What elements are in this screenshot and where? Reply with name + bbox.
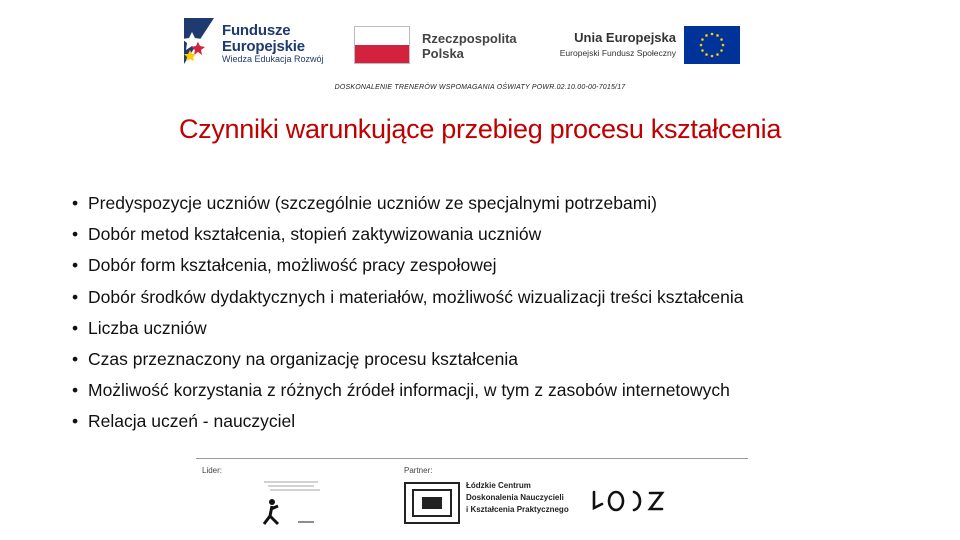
eu-star-icon <box>711 33 714 36</box>
partner-name: Łódzkie Centrum Doskonalenia Nauczycieli i Kształcenia Praktycznego <box>466 481 569 514</box>
list-item: • Predyspozycje uczniów (szczególnie uczniów ze specjalnymi potrzebami) <box>72 188 744 219</box>
eu-star-icon <box>701 38 704 41</box>
slide-title: Czynniki warunkujące przebieg procesu kształcenia <box>178 114 782 144</box>
factors-list <box>72 188 744 438</box>
eu-star-icon <box>711 55 714 58</box>
eu-star-icon <box>720 49 723 52</box>
list-item: • Dobór form kształcenia, możliwość pracy zespołowej <box>72 250 744 281</box>
list-item: • Liczba uczniów <box>72 313 744 344</box>
rzeczpospolita-polska-logo <box>354 26 524 64</box>
list-item: • Relacja uczeń - nauczyciel <box>72 406 744 437</box>
lider-label: Lider: <box>202 466 223 475</box>
polska-text: Polska <box>422 46 464 61</box>
lodz-logo-icon <box>590 488 670 514</box>
list-item: • Możliwość korzystania z różnych źródeł informacji, w tym z zasobów internetowych <box>72 375 744 406</box>
eu-star-icon <box>705 34 708 37</box>
unia-europejska-logo <box>550 26 740 66</box>
list-item: • Dobór metod kształcenia, stopień zaktywizowania uczniów <box>72 219 744 250</box>
lider-logo-icon <box>258 476 328 528</box>
list-item: • Dobór środków dydaktycznych i materiałów, możliwość wizualizacji treści kształcenia <box>72 282 744 313</box>
eu-star-icon <box>700 44 703 47</box>
ldnikp-logo-icon <box>404 482 460 524</box>
eu-star-icon <box>722 44 725 47</box>
polish-flag-icon <box>354 26 410 64</box>
europejskie-text: Europejskie <box>222 38 305 55</box>
eu-star-icon <box>716 53 719 56</box>
eu-star-icon <box>716 34 719 37</box>
partner-label: Partner: <box>404 466 433 475</box>
eu-star-icon <box>705 53 708 56</box>
logo-bar <box>180 16 740 66</box>
efs-text: Europejski Fundusz Społeczny <box>559 48 676 58</box>
fundusze-europejskie-mark-icon <box>182 16 216 66</box>
eu-star-icon <box>720 38 723 41</box>
footer-divider <box>196 458 748 459</box>
program-name-text: Wiedza Edukacja Rozwój <box>222 54 324 64</box>
project-line: DOSKONALENIE TRENERÓW WSPOMAGANIA OŚWIATY POWR.02.10.00-00-7015/17 <box>334 84 626 91</box>
list-item: • Czas przeznaczony na organizację procesu kształcenia <box>72 344 744 375</box>
fundusze-text: Fundusze <box>222 22 291 39</box>
eu-star-icon <box>701 49 704 52</box>
eu-flag-icon <box>684 26 740 64</box>
fundusze-europejskie-logo <box>180 16 330 66</box>
rzeczpospolita-text: Rzeczpospolita <box>422 31 517 46</box>
unia-europejska-text: Unia Europejska <box>574 30 676 45</box>
